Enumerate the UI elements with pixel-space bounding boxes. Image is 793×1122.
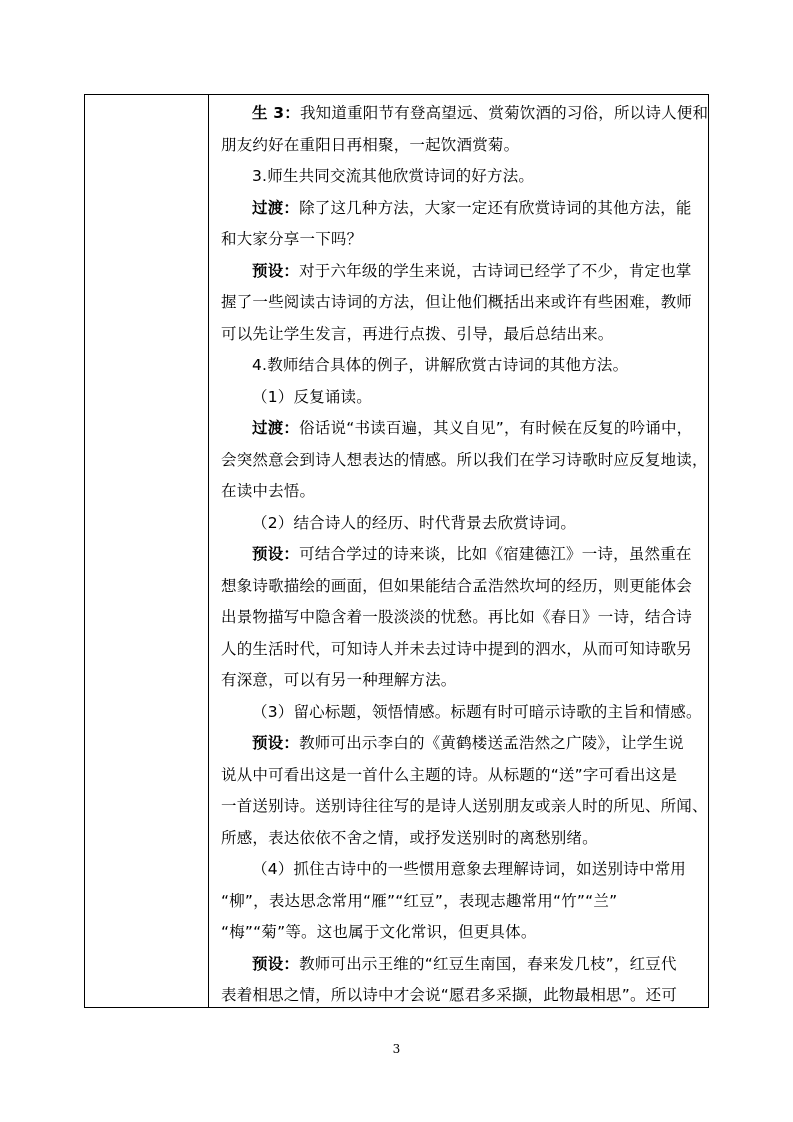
text-line: “柳”，表达思念常用“雁”“红豆”，表现志趣常用“竹”“兰” [221, 892, 618, 910]
block-label: 过渡： [252, 199, 300, 217]
text-line: 想象诗歌描绘的画面，但如果能结合孟浩然坎坷的经历，则更能体会 [221, 577, 693, 595]
block-label: 生 3： [252, 104, 300, 122]
block-label: 预设： [252, 734, 300, 752]
block-label: 预设： [252, 545, 300, 563]
text-line: （2）结合诗人的经历、时代背景去欣赏诗词。 [252, 514, 577, 532]
text-line: 有深意，可以有另一种理解方法。 [221, 671, 457, 689]
text-line: （3）留心标题，领悟情感。标题有时可暗示诗歌的主旨和情感。 [252, 703, 702, 721]
block-label: 预设： [252, 262, 300, 280]
text-line: 可以先让学生发言，再进行点拨、引导，最后总结出来。 [221, 325, 614, 343]
text-line: 出景物描写中隐含着一股淡淡的忧愁。再比如《春日》一诗，结合诗 [221, 608, 693, 626]
text-line: 3.师生共同交流其他欣赏诗词的好方法。 [252, 167, 535, 185]
text-line: 预设：教师可出示王维的“红豆生南国，春来发几枝”，红豆代 [252, 955, 677, 973]
text-line: （4）抓住古诗中的一些惯用意象去理解诗词，如送别诗中常用 [252, 860, 686, 878]
text-line: 表着相思之情，所以诗中才会说“愿君多采撷，此物最相思”。还可 [221, 986, 678, 1004]
lesson-table [84, 94, 709, 1008]
text-line: 预设：对于六年级的学生来说，古诗词已经学了不少，肯定也掌 [252, 262, 692, 280]
text-line: 所感，表达依依不舍之情，或抒发送别时的离愁别绪。 [221, 829, 598, 847]
text-line: “梅”“菊”等。这也属于文化常识，但更具体。 [221, 923, 537, 941]
table-left-column [85, 95, 209, 1007]
text-line: 和大家分享一下吗？ [221, 230, 363, 248]
text-line: 人的生活时代，可知诗人并未去过诗中提到的泗水，从而可知诗歌另 [221, 640, 693, 658]
text-line: 4.教师结合具体的例子，讲解欣赏古诗词的其他方法。 [252, 356, 629, 374]
text-line: 过渡：俗话说“书读百遍，其义自见”，有时候在反复的吟诵中， [252, 419, 693, 437]
text-line: 预设：教师可出示李白的《黄鹤楼送孟浩然之广陵》，让学生说 [252, 734, 684, 752]
text-line: 一首送别诗。送别诗往往写的是诗人送别朋友或亲人时的所见、所闻、 [221, 797, 708, 815]
block-label: 过渡： [252, 419, 300, 437]
text-line: 朋友约好在重阳日再相聚，一起饮酒赏菊。 [221, 136, 520, 154]
text-line: 预设：可结合学过的诗来谈，比如《宿建德江》一诗，虽然重在 [252, 545, 692, 563]
text-line: 说从中可看出这是一首什么主题的诗。从标题的“送”字可看出这是 [221, 766, 678, 784]
text-line: 握了一些阅读古诗词的方法，但让他们概括出来或许有些困难，教师 [221, 293, 693, 311]
text-line: （1）反复诵读。 [252, 388, 372, 406]
text-line: 会突然意会到诗人想表达的情感。所以我们在学习诗歌时应反复地读， [221, 451, 708, 469]
text-line: 在读中去悟。 [221, 482, 316, 500]
text-line: 生 3：我知道重阳节有登高望远、赏菊饮酒的习俗，所以诗人便和 [252, 104, 709, 122]
block-label: 预设： [252, 955, 300, 973]
page-number: 3 [392, 1042, 401, 1056]
text-line: 过渡：除了这几种方法，大家一定还有欣赏诗词的其他方法，能 [252, 199, 692, 217]
